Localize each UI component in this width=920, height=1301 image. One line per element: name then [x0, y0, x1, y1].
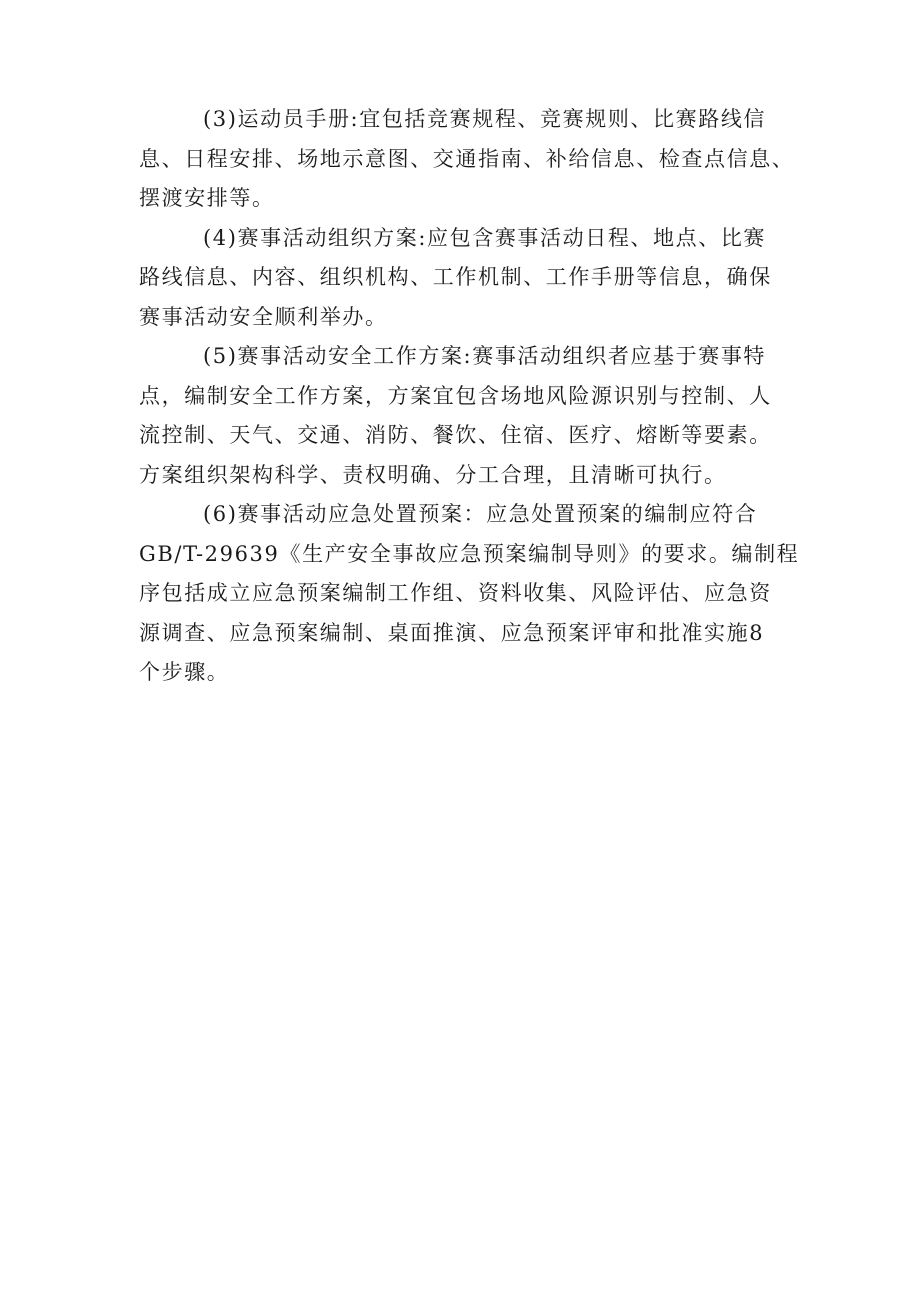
text-line: 点，编制安全工作方案，方案宜包含场地风险源识别与控制、人 — [139, 383, 772, 408]
text-line: (5)赛事活动安全工作方案:赛事活动组织者应基于赛事特 — [203, 344, 767, 368]
text-line: 序包括成立应急预案编制工作组、资料收集、风险评估、应急资 — [139, 581, 772, 605]
text-line: 赛事活动安全顺利举办。 — [139, 304, 388, 329]
text-line: (3)运动员手册:宜包括竞赛规程、竞赛规则、比赛路线信 — [203, 107, 767, 131]
paragraph-emergency-plan — [139, 495, 799, 693]
text-line: 源调查、应急预案编制、桌面推演、应急预案评审和批准实施8 — [139, 620, 765, 645]
text-line: 方案组织架构科学、责权明确、分工合理，且清晰可执行。 — [139, 462, 727, 487]
text-line: 息、日程安排、场地示意图、交通指南、补给信息、检查点信息、 — [139, 146, 795, 171]
paragraph-safety-work-plan — [139, 337, 799, 495]
text-line: GB/T-29639《生产安全事故应急预案编制导则》的要求。编制程 — [139, 541, 800, 566]
text-line: 个步骤。 — [139, 660, 230, 684]
paragraph-event-organization-plan — [139, 219, 799, 338]
text-line: 摆渡安排等。 — [139, 186, 275, 210]
document-body — [139, 100, 799, 693]
text-line: (4)赛事活动组织方案:应包含赛事活动日程、地点、比赛 — [203, 225, 767, 250]
text-line: 路线信息、内容、组织机构、工作机制、工作手册等信息，确保 — [139, 265, 772, 289]
text-line: 流控制、天气、交通、消防、餐饮、住宿、医疗、熔断等要素。 — [139, 423, 772, 447]
text-line: (6)赛事活动应急处置预案：应急处置预案的编制应符合 — [203, 502, 758, 526]
paragraph-athlete-handbook — [139, 100, 799, 219]
